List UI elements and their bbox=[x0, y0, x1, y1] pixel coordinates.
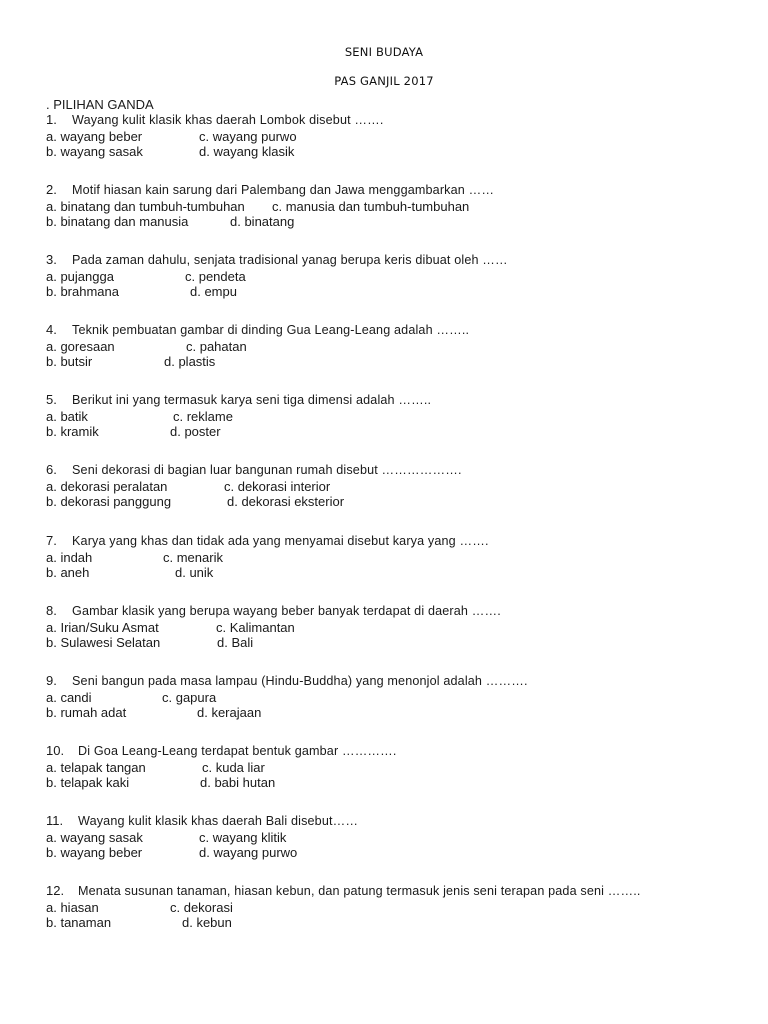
option-c: c. wayang klitik bbox=[199, 829, 287, 845]
option-c: c. reklame bbox=[173, 408, 233, 424]
option-d: d. empu bbox=[190, 284, 237, 299]
option-c: c. menarik bbox=[163, 549, 223, 565]
option-c: c. manusia dan tumbuh-tumbuhan bbox=[272, 198, 470, 214]
question-number: 7. bbox=[46, 533, 57, 548]
question-5 bbox=[46, 392, 431, 440]
question-number: 12. bbox=[46, 883, 65, 898]
option-d: d. babi hutan bbox=[200, 775, 276, 790]
question-12 bbox=[46, 883, 641, 931]
option-a: a. indah bbox=[46, 549, 93, 565]
option-d: d. dekorasi eksterior bbox=[227, 494, 345, 509]
option-b: b. Sulawesi Selatan bbox=[46, 635, 161, 650]
question-text: Karya yang khas dan tidak ada yang menyamai disebut karya yang ……. bbox=[72, 534, 489, 548]
option-a: a. dekorasi peralatan bbox=[46, 478, 168, 494]
option-b: b. telapak kaki bbox=[46, 775, 130, 790]
option-a: a. candi bbox=[46, 689, 92, 705]
option-b: b. kramik bbox=[46, 424, 99, 439]
option-d: d. Bali bbox=[217, 635, 254, 650]
option-a: a. batik bbox=[46, 408, 88, 424]
option-a: a. telapak tangan bbox=[46, 759, 146, 775]
option-b: b. aneh bbox=[46, 565, 90, 580]
option-b: b. rumah adat bbox=[46, 705, 127, 720]
option-d: d. poster bbox=[170, 424, 221, 439]
option-b: b. wayang sasak bbox=[46, 144, 143, 159]
question-number: 10. bbox=[46, 743, 65, 758]
option-b: b. butsir bbox=[46, 354, 93, 369]
question-text: Di Goa Leang-Leang terdapat bentuk gambar …………. bbox=[78, 744, 397, 758]
option-d: d. kebun bbox=[182, 915, 232, 930]
option-a: a. binatang dan tumbuh-tumbuhan bbox=[46, 198, 245, 214]
option-c: c. dekorasi bbox=[170, 899, 233, 915]
option-d: d. unik bbox=[175, 565, 214, 580]
option-c: c. pahatan bbox=[186, 338, 247, 354]
option-c: c. pendeta bbox=[185, 268, 246, 284]
question-number: 4. bbox=[46, 322, 57, 337]
question-7 bbox=[46, 533, 489, 581]
option-b: b. wayang beber bbox=[46, 845, 143, 860]
question-text: Wayang kulit klasik khas daerah Lombok disebut ……. bbox=[72, 113, 384, 127]
option-c: c. Kalimantan bbox=[216, 619, 295, 635]
option-c: c. wayang purwo bbox=[199, 128, 297, 144]
option-d: d. binatang bbox=[230, 214, 295, 229]
question-number: 5. bbox=[46, 392, 57, 407]
question-text: Motif hiasan kain sarung dari Palembang dan Jawa menggambarkan …… bbox=[72, 183, 495, 197]
option-a: a. wayang beber bbox=[46, 128, 143, 144]
option-a: a. Irian/Suku Asmat bbox=[46, 619, 159, 635]
section-heading: . PILIHAN GANDA bbox=[46, 97, 154, 112]
question-text: Wayang kulit klasik khas daerah Bali disebut…… bbox=[78, 814, 359, 828]
document-subtitle: PAS GANJIL 2017 bbox=[334, 74, 434, 88]
question-number: 1. bbox=[46, 112, 57, 127]
option-d: d. plastis bbox=[164, 354, 216, 369]
option-b: b. binatang dan manusia bbox=[46, 214, 189, 229]
question-number: 2. bbox=[46, 182, 57, 197]
option-c: c. dekorasi interior bbox=[224, 478, 331, 494]
question-text: Seni bangun pada masa lampau (Hindu-Buddha) yang menonjol adalah ………. bbox=[72, 674, 528, 688]
question-text: Seni dekorasi di bagian luar bangunan rumah disebut ………………. bbox=[72, 463, 462, 477]
option-b: b. tanaman bbox=[46, 915, 112, 930]
option-a: a. goresaan bbox=[46, 338, 115, 354]
question-number: 11. bbox=[46, 813, 64, 828]
question-11 bbox=[46, 813, 358, 861]
question-text: Gambar klasik yang berupa wayang beber banyak terdapat di daerah ……. bbox=[72, 604, 501, 618]
question-6 bbox=[46, 462, 462, 510]
question-8 bbox=[46, 603, 501, 651]
option-b: b. dekorasi panggung bbox=[46, 494, 172, 509]
question-text: Pada zaman dahulu, senjata tradisional yanag berupa keris dibuat oleh …… bbox=[72, 253, 508, 267]
question-10 bbox=[46, 743, 397, 791]
option-c: c. gapura bbox=[162, 689, 217, 705]
question-2 bbox=[46, 182, 494, 230]
question-number: 6. bbox=[46, 462, 57, 477]
option-a: a. hiasan bbox=[46, 899, 99, 915]
document-title: SENI BUDAYA bbox=[344, 45, 424, 59]
option-d: d. kerajaan bbox=[197, 705, 262, 720]
option-c: c. kuda liar bbox=[202, 759, 265, 775]
question-text: Menata susunan tanaman, hiasan kebun, dan patung termasuk jenis seni terapan pada seni …….. bbox=[78, 884, 641, 898]
option-d: d. wayang purwo bbox=[199, 845, 298, 860]
question-number: 3. bbox=[46, 252, 57, 267]
option-d: d. wayang klasik bbox=[199, 144, 295, 159]
option-a: a. pujangga bbox=[46, 268, 114, 284]
option-a: a. wayang sasak bbox=[46, 829, 143, 845]
question-4 bbox=[46, 322, 469, 370]
question-text: Teknik pembuatan gambar di dinding Gua Leang-Leang adalah …….. bbox=[72, 323, 470, 337]
option-b: b. brahmana bbox=[46, 284, 119, 299]
question-9 bbox=[46, 673, 528, 721]
question-number: 8. bbox=[46, 603, 57, 618]
question-3 bbox=[46, 252, 508, 300]
question-number: 9. bbox=[46, 673, 57, 688]
question-1 bbox=[46, 112, 384, 160]
question-text: Berikut ini yang termasuk karya seni tiga dimensi adalah …….. bbox=[72, 393, 432, 407]
